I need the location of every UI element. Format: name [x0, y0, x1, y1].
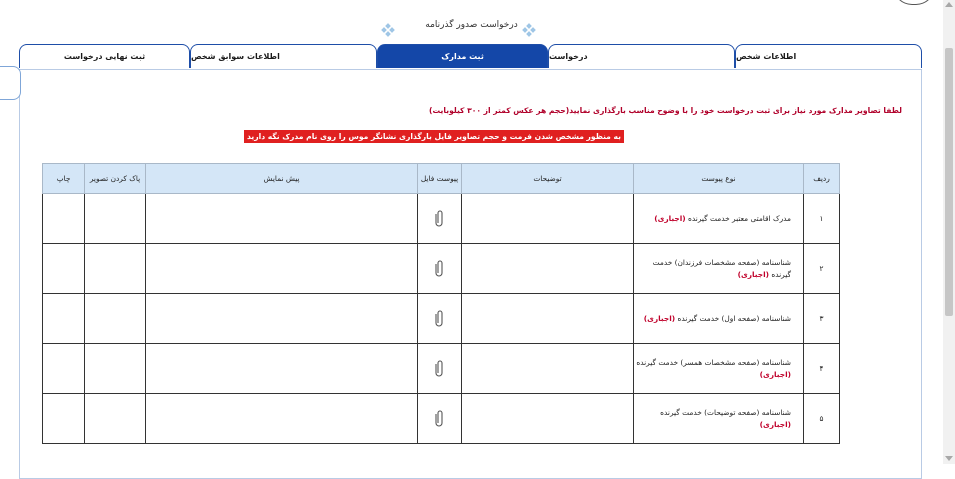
- table-row: [43, 294, 840, 344]
- scroll-down-icon[interactable]: [945, 456, 953, 461]
- print-cell[interactable]: [43, 244, 85, 294]
- row-number: ۴: [804, 344, 840, 394]
- tab-person-info[interactable]: اطلاعات شخص: [735, 44, 922, 68]
- clear-image-cell[interactable]: [85, 244, 146, 294]
- required-label: (اجباری): [654, 213, 686, 223]
- header-ornament-right-icon: [523, 24, 535, 36]
- col-header-print: چاپ: [43, 164, 85, 194]
- attachment-type-label: مدرک اقامتی معتبر خدمت گیرنده: [688, 213, 791, 223]
- attachment-type-label: شناسنامه (صفحه مشخصات همسر) خدمت گیرنده: [636, 357, 791, 367]
- preview-cell: [146, 294, 418, 344]
- required-label: (اجباری): [643, 313, 676, 323]
- paperclip-icon: [435, 208, 445, 228]
- attachment-type-cell: [634, 194, 804, 244]
- scrollbar-thumb[interactable]: [945, 48, 953, 316]
- col-header-attachment-type: نوع پیوست: [634, 164, 804, 194]
- attach-file-button[interactable]: [418, 244, 462, 294]
- description-cell: [462, 394, 634, 444]
- clear-image-cell[interactable]: [85, 194, 146, 244]
- attach-file-button[interactable]: [418, 294, 462, 344]
- top-decoration: [893, 0, 935, 5]
- attachment-type-label: شناسنامه (صفحه توضیحات) خدمت گیرنده: [660, 407, 791, 417]
- scroll-up-icon[interactable]: [945, 2, 953, 7]
- paperclip-icon: [435, 308, 445, 328]
- paperclip-icon: [435, 258, 445, 278]
- required-label: (اجباری): [737, 269, 769, 279]
- clear-image-cell[interactable]: [85, 344, 146, 394]
- side-collapse-tab[interactable]: [0, 66, 21, 100]
- print-cell[interactable]: [43, 294, 85, 344]
- table-row: [43, 244, 840, 294]
- attachment-type-cell: [634, 394, 804, 444]
- page-header: [0, 12, 943, 38]
- clear-image-cell[interactable]: [85, 394, 146, 444]
- row-number: ۵: [804, 394, 840, 444]
- col-header-preview: پیش نمایش: [146, 164, 418, 194]
- row-number: ۳: [804, 294, 840, 344]
- preview-cell: [146, 194, 418, 244]
- description-cell: [462, 294, 634, 344]
- description-cell: [462, 244, 634, 294]
- description-cell: [462, 344, 634, 394]
- preview-cell: [146, 344, 418, 394]
- page-title: درخواست صدور گذرنامه: [425, 20, 518, 30]
- tab-person-history[interactable]: اطلاعات سوابق شخص: [190, 44, 377, 68]
- tab-request[interactable]: درخواست: [548, 44, 735, 68]
- paperclip-icon: [435, 408, 445, 428]
- attach-file-button[interactable]: [418, 394, 462, 444]
- attachment-type-cell: [634, 294, 804, 344]
- wizard-tabs: [19, 44, 922, 70]
- table-row: [43, 194, 840, 244]
- attachment-type-cell: [634, 344, 804, 394]
- print-cell[interactable]: [43, 194, 85, 244]
- attach-file-button[interactable]: [418, 194, 462, 244]
- table-header-row: [43, 164, 840, 194]
- col-header-attach-file: پیوست فایل: [418, 164, 462, 194]
- preview-cell: [146, 244, 418, 294]
- paperclip-icon: [435, 358, 445, 378]
- col-header-clear-image: پاک کردن تصویر: [85, 164, 146, 194]
- page-scrollbar[interactable]: [943, 0, 955, 464]
- format-hint-banner: به منظور مشخص شدن فرمت و حجم تصاویر فایل بارگذاری نشانگر موس را روی نام مدرک نگه دارید: [244, 130, 624, 143]
- print-cell[interactable]: [43, 394, 85, 444]
- tab-register-documents[interactable]: ثبت مدارک: [377, 44, 548, 68]
- documents-table: [42, 163, 840, 444]
- required-label: (اجباری): [759, 369, 791, 379]
- attachment-type-label: شناسنامه (صفحه اول) خدمت گیرنده: [677, 313, 791, 323]
- preview-cell: [146, 394, 418, 444]
- table-row: [43, 344, 840, 394]
- attachment-type-label: شناسنامه (صفحه مشخصات فرزندان) خدمت گیرنده: [652, 257, 791, 279]
- header-ornament-left-icon: [382, 24, 394, 36]
- row-number: ۲: [804, 244, 840, 294]
- required-label: (اجباری): [759, 419, 791, 429]
- tab-final-submit[interactable]: ثبت نهایی درخواست: [19, 44, 190, 68]
- table-row: [43, 394, 840, 444]
- attachment-type-cell: [634, 244, 804, 294]
- clear-image-cell[interactable]: [85, 294, 146, 344]
- row-number: ۱: [804, 194, 840, 244]
- description-cell: [462, 194, 634, 244]
- print-cell[interactable]: [43, 344, 85, 394]
- upload-instruction: لطفا تصاویر مدارک مورد نیاز برای ثبت درخواست خود را با وضوح مناسب بارگذاری نمایید(حجم هر عکس کمتر از ۳۰۰ کیلوبایت): [429, 106, 902, 115]
- attach-file-button[interactable]: [418, 344, 462, 394]
- col-header-description: توضیحات: [462, 164, 634, 194]
- col-header-row-number: ردیف: [804, 164, 840, 194]
